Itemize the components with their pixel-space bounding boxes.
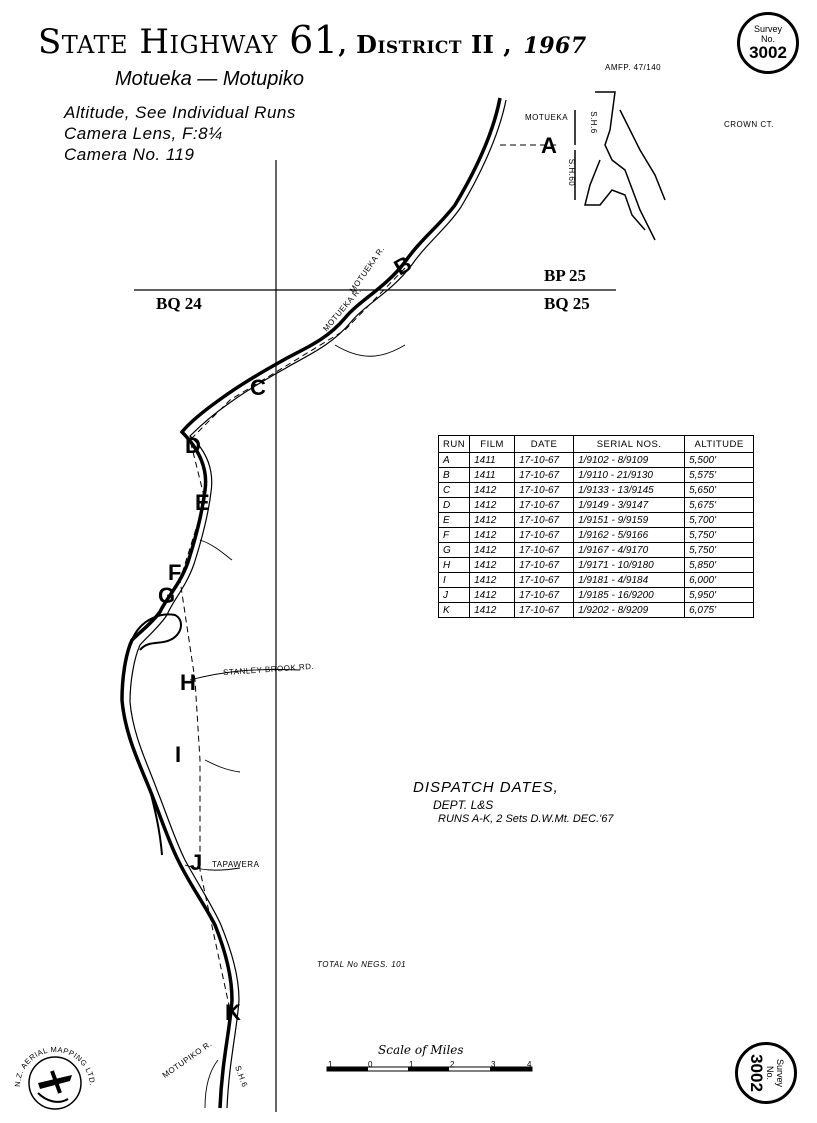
cell-altitude: 5,500': [685, 453, 754, 468]
runs-table-row: [439, 603, 754, 618]
cell-run: E: [439, 513, 470, 528]
total-negatives: TOTAL No NEGS. 101: [317, 960, 407, 969]
cell-date: 17-10-67: [515, 483, 574, 498]
runs-table-row: [439, 573, 754, 588]
logo-text: N.Z. AERIAL MAPPING LTD.: [12, 1044, 98, 1088]
cell-serial: 1/9167 - 4/9170: [574, 543, 685, 558]
sh6-bottom-label: S.H.6: [233, 1064, 250, 1089]
cell-run: J: [439, 588, 470, 603]
title-highway: State Highway: [38, 22, 278, 62]
scale-tick-2: 2: [450, 1060, 455, 1069]
cell-run: C: [439, 483, 470, 498]
cell-date: 17-10-67: [515, 558, 574, 573]
cell-serial: 1/9151 - 9/9159: [574, 513, 685, 528]
cell-date: 17-10-67: [515, 468, 574, 483]
cell-film: 1412: [470, 573, 515, 588]
runs-table-row: [439, 528, 754, 543]
motueka-river-label-upper: MOTUEKA R.: [347, 244, 387, 295]
title-year: 1967: [523, 33, 587, 59]
stamp-number: 3002: [749, 43, 787, 62]
run-label-b: B: [389, 250, 416, 281]
cell-run: G: [439, 543, 470, 558]
cell-date: 17-10-67: [515, 528, 574, 543]
cell-serial: 1/9149 - 3/9147: [574, 498, 685, 513]
grid-label-bq24: BQ 24: [156, 294, 202, 313]
grid-label-bq25: BQ 25: [544, 294, 590, 313]
motupiko-river-label: MOTUPIKO R.: [160, 1039, 214, 1080]
run-label-f: F: [168, 560, 182, 585]
col-date: DATE: [515, 436, 574, 453]
camera-lens-note: Camera Lens, F:8¼: [64, 124, 223, 143]
sh6-top-label: S.H.6: [588, 111, 598, 134]
cell-film: 1412: [470, 543, 515, 558]
cell-serial: 1/9133 - 13/9145: [574, 483, 685, 498]
cell-run: K: [439, 603, 470, 618]
tapawera-label: TAPAWERA: [212, 860, 260, 869]
camera-number-note: Camera No. 119: [64, 145, 195, 164]
cell-film: 1412: [470, 513, 515, 528]
stamp-number: 3002: [747, 1054, 766, 1092]
col-film: FILM: [470, 436, 515, 453]
cell-altitude: 5,650': [685, 483, 754, 498]
title-district: , District II ,: [338, 30, 513, 59]
run-label-e: E: [195, 490, 210, 515]
dispatch-runs: RUNS A-K, 2 Sets D.W.Mt. DEC.'67: [438, 813, 614, 825]
stamp-label: Survey: [775, 1058, 785, 1087]
cell-film: 1412: [470, 483, 515, 498]
cell-film: 1412: [470, 528, 515, 543]
scale-label: Scale of Miles: [378, 1043, 464, 1057]
cell-serial: 1/9202 - 8/9209: [574, 603, 685, 618]
cell-date: 17-10-67: [515, 603, 574, 618]
runs-table-row: [439, 588, 754, 603]
stamp-label: Survey: [753, 24, 782, 34]
runs-table-row: [439, 498, 754, 513]
cell-altitude: 5,700': [685, 513, 754, 528]
sheet-subtitle: Motueka — Motupiko: [115, 68, 304, 90]
scale-tick-3: 3: [491, 1060, 496, 1069]
cell-altitude: 6,000': [685, 573, 754, 588]
cell-serial: 1/9171 - 10/9180: [574, 558, 685, 573]
stamp-label-no: No.: [760, 34, 775, 44]
dispatch-dept: DEPT. L&S: [433, 798, 494, 812]
sh60-label: S.H.60: [567, 158, 577, 187]
runs-table: [438, 435, 754, 618]
run-label-h: H: [180, 670, 196, 695]
cell-film: 1412: [470, 603, 515, 618]
runs-table-row: [439, 513, 754, 528]
col-run: RUN: [439, 436, 470, 453]
run-label-a: A: [541, 133, 557, 158]
cell-film: 1412: [470, 558, 515, 573]
cell-serial: 1/9110 - 21/9130: [574, 468, 685, 483]
cell-serial: 1/9181 - 4/9184: [574, 573, 685, 588]
crown-ct-label: CROWN CT.: [724, 120, 774, 129]
run-label-c: C: [250, 375, 266, 400]
runs-table-row: [439, 483, 754, 498]
cell-date: 17-10-67: [515, 513, 574, 528]
col-altitude: ALTITUDE: [685, 436, 754, 453]
stanley-brook-road-label: STANLEY BROOK RD.: [222, 661, 315, 678]
cell-run: D: [439, 498, 470, 513]
cell-altitude: 5,750': [685, 543, 754, 558]
altitude-note: Altitude, See Individual Runs: [64, 103, 296, 122]
cell-film: 1411: [470, 453, 515, 468]
roads-and-streams: [185, 345, 405, 1108]
run-label-j: J: [190, 850, 203, 875]
scale-tick-1-left: 1: [328, 1060, 333, 1069]
nz-aerial-mapping-logo: [8, 1035, 100, 1117]
run-label-k: K: [225, 1000, 241, 1025]
scale-tick-0: 0: [368, 1060, 373, 1069]
run-label-g: G: [158, 583, 176, 608]
scale-tick-1: 1: [409, 1060, 414, 1069]
cell-altitude: 5,750': [685, 528, 754, 543]
amfp-label: AMFP. 47/140: [605, 63, 662, 72]
cell-altitude: 5,575': [685, 468, 754, 483]
runs-table-row: [439, 468, 754, 483]
cell-run: F: [439, 528, 470, 543]
cell-film: 1412: [470, 588, 515, 603]
run-label-i: I: [175, 742, 182, 767]
cell-run: A: [439, 453, 470, 468]
cell-film: 1411: [470, 468, 515, 483]
scale-tick-4: 4: [527, 1060, 532, 1069]
dispatch-title: DISPATCH DATES,: [413, 779, 559, 796]
col-serial: SERIAL NOS.: [574, 436, 685, 453]
runs-table-row: [439, 453, 754, 468]
motueka-river-label-lower: MOTUEKA R.: [321, 285, 364, 334]
cell-date: 17-10-67: [515, 573, 574, 588]
grid-label-bp25: BP 25: [544, 266, 587, 285]
cell-altitude: 5,950': [685, 588, 754, 603]
cell-serial: 1/9162 - 5/9166: [574, 528, 685, 543]
cell-date: 17-10-67: [515, 498, 574, 513]
cell-film: 1412: [470, 498, 515, 513]
runs-table-row: [439, 543, 754, 558]
title-highway-number: 61: [289, 18, 339, 62]
cell-serial: 1/9185 - 16/9200: [574, 588, 685, 603]
runs-table-row: [439, 558, 754, 573]
cell-serial: 1/9102 - 8/9109: [574, 453, 685, 468]
cell-altitude: 5,850': [685, 558, 754, 573]
run-label-d: D: [185, 433, 201, 458]
cell-run: I: [439, 573, 470, 588]
scale-bar: [326, 1063, 536, 1077]
cell-altitude: 6,075': [685, 603, 754, 618]
stamp-label-no: No.: [765, 1065, 775, 1080]
motueka-town-label: MOTUEKA: [525, 113, 569, 122]
cell-date: 17-10-67: [515, 453, 574, 468]
cell-run: B: [439, 468, 470, 483]
cell-date: 17-10-67: [515, 543, 574, 558]
cell-date: 17-10-67: [515, 588, 574, 603]
runs-table-header: [439, 436, 754, 453]
cell-altitude: 5,675': [685, 498, 754, 513]
cell-run: H: [439, 558, 470, 573]
